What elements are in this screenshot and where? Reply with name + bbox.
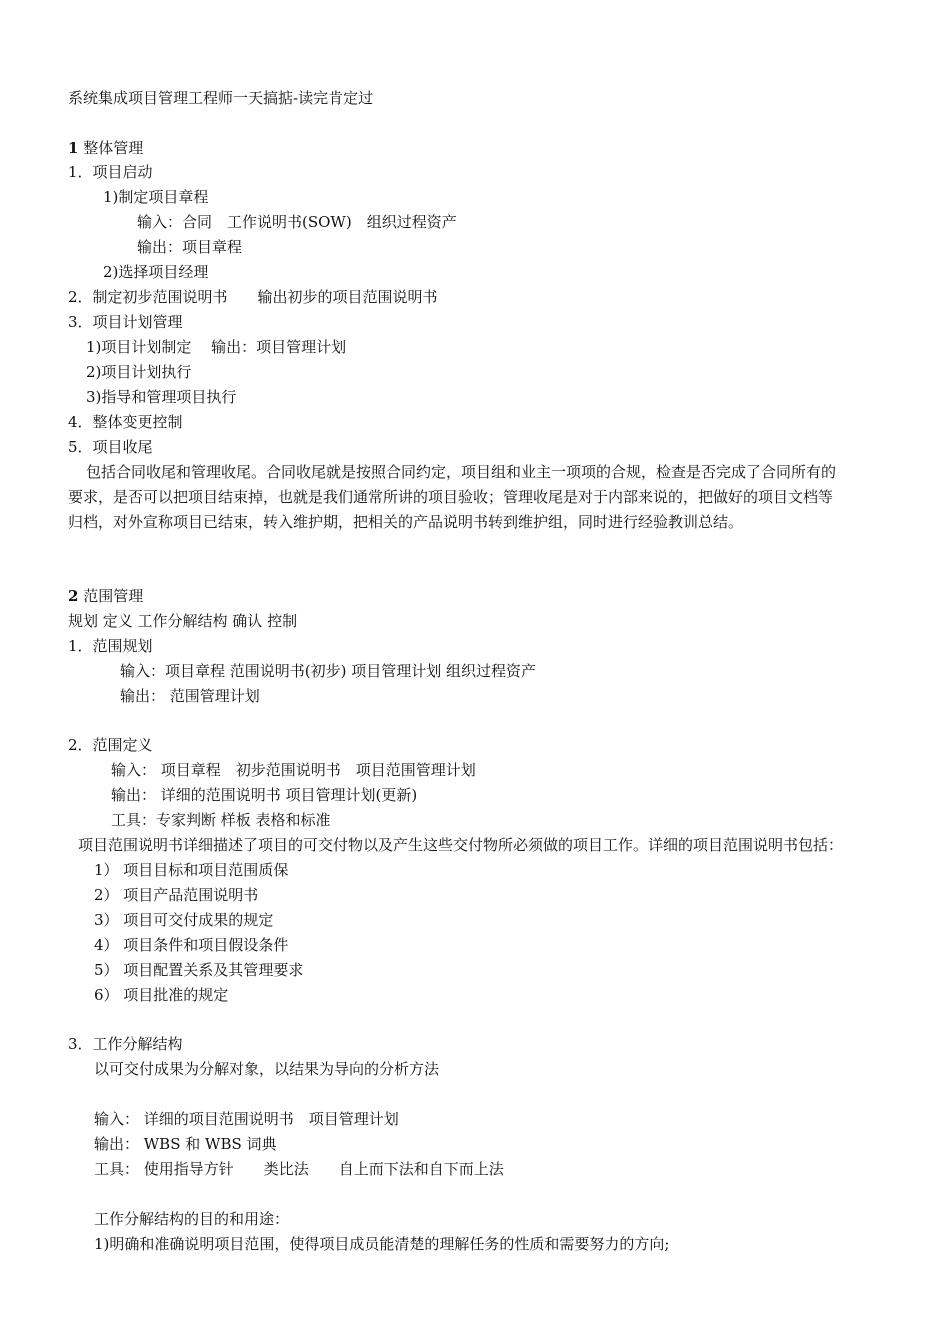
s1-item-3c: 3)指导和管理项目执行 (86, 388, 237, 406)
s2-item-2-output: 输出： 详细的范围说明书 项目管理计划(更新) (111, 786, 418, 804)
s2-list-item-6: 6） 项目批准的规定 (94, 986, 229, 1004)
s2-list-item-4: 4） 项目条件和项目假设条件 (94, 936, 289, 954)
s1-item-1a-input: 输入：合同 工作说明书(SOW) 组织过程资产 (137, 213, 457, 231)
s2-item-3-input: 输入： 详细的项目范围说明书 项目管理计划 (94, 1110, 399, 1128)
s1-item-3: 3．项目计划管理 (68, 313, 183, 331)
s2-item-3-tools: 工具： 使用指导方针 类比法 自上而下法和自下而上法 (94, 1160, 504, 1178)
s2-list-item-5: 5） 项目配置关系及其管理要求 (94, 961, 304, 979)
s1-item-3a: 1)项目计划制定 输出：项目管理计划 (86, 338, 347, 356)
s2-item-2-tools: 工具：专家判断 样板 表格和标准 (111, 811, 331, 829)
s2-list-item-3: 3） 项目可交付成果的规定 (94, 911, 274, 929)
s2-list-item-2: 2） 项目产品范围说明书 (94, 886, 259, 904)
s2-item-3-output: 输出： WBS 和 WBS 词典 (94, 1135, 277, 1153)
s1-item-1: 1．项目启动 (68, 163, 153, 181)
s1-item-1b: 2)选择项目经理 (103, 263, 209, 281)
s2-item-3-purpose-1: 1)明确和准确说明项目范围，使得项目成员能清楚的理解任务的性质和需要努力的方向; (94, 1235, 670, 1253)
s1-item-3b: 2)项目计划执行 (86, 363, 192, 381)
section-1-heading (68, 138, 143, 158)
section-1-number: 1 (68, 139, 79, 157)
section-2-title: 范围管理 (83, 587, 144, 605)
s1-paragraph-line-2: 要求，是否可以把项目结束掉，也就是我们通常所讲的项目验收；管理收尾是对于内部来说的，把做好的项目文档等 (68, 488, 834, 506)
section-1-title: 整体管理 (83, 139, 144, 157)
s1-item-1a: 1)制定项目章程 (103, 188, 209, 206)
s1-item-2: 2．制定初步范围说明书 输出初步的项目范围说明书 (68, 288, 438, 306)
s2-item-1-output: 输出： 范围管理计划 (120, 687, 260, 705)
s2-item-1-input: 输入：项目章程 范围说明书(初步) 项目管理计划 组织过程资产 (120, 662, 537, 680)
s2-item-3-purpose-heading: 工作分解结构的目的和用途： (94, 1210, 290, 1228)
s2-item-1: 1．范围规划 (68, 637, 153, 655)
s1-item-5: 5．项目收尾 (68, 438, 153, 456)
document-title: 系统集成项目管理工程师一天搞掂-读完肯定过 (68, 89, 374, 107)
s2-item-2: 2．范围定义 (68, 736, 153, 754)
s1-paragraph-line-3: 归档，对外宣称项目已结束，转入维护期，把相关的产品说明书转到维护组，同时进行经验教训总结。 (68, 513, 744, 531)
section-2-heading (68, 586, 143, 606)
s2-item-2-paragraph: 项目范围说明书详细描述了项目的可交付物以及产生这些交付物所必须做的项目工作。详细的项目范围说明书包括： (78, 836, 844, 854)
s2-overview: 规划 定义 工作分解结构 确认 控制 (68, 612, 298, 630)
s1-paragraph-line-1: 包括合同收尾和管理收尾。合同收尾就是按照合同约定，项目组和业主一项项的合规，检查是否完成了合同所有的 (86, 463, 837, 481)
s1-item-1a-output: 输出：项目章程 (137, 238, 243, 256)
s2-item-2-input: 输入： 项目章程 初步范围说明书 项目范围管理计划 (111, 761, 476, 779)
s2-item-3: 3．工作分解结构 (68, 1035, 183, 1053)
section-2-number: 2 (68, 587, 79, 605)
s2-item-3-description: 以可交付成果为分解对象，以结果为导向的分析方法 (94, 1060, 440, 1078)
s2-list-item-1: 1） 项目目标和项目范围质保 (94, 861, 289, 879)
s1-item-4: 4．整体变更控制 (68, 413, 183, 431)
